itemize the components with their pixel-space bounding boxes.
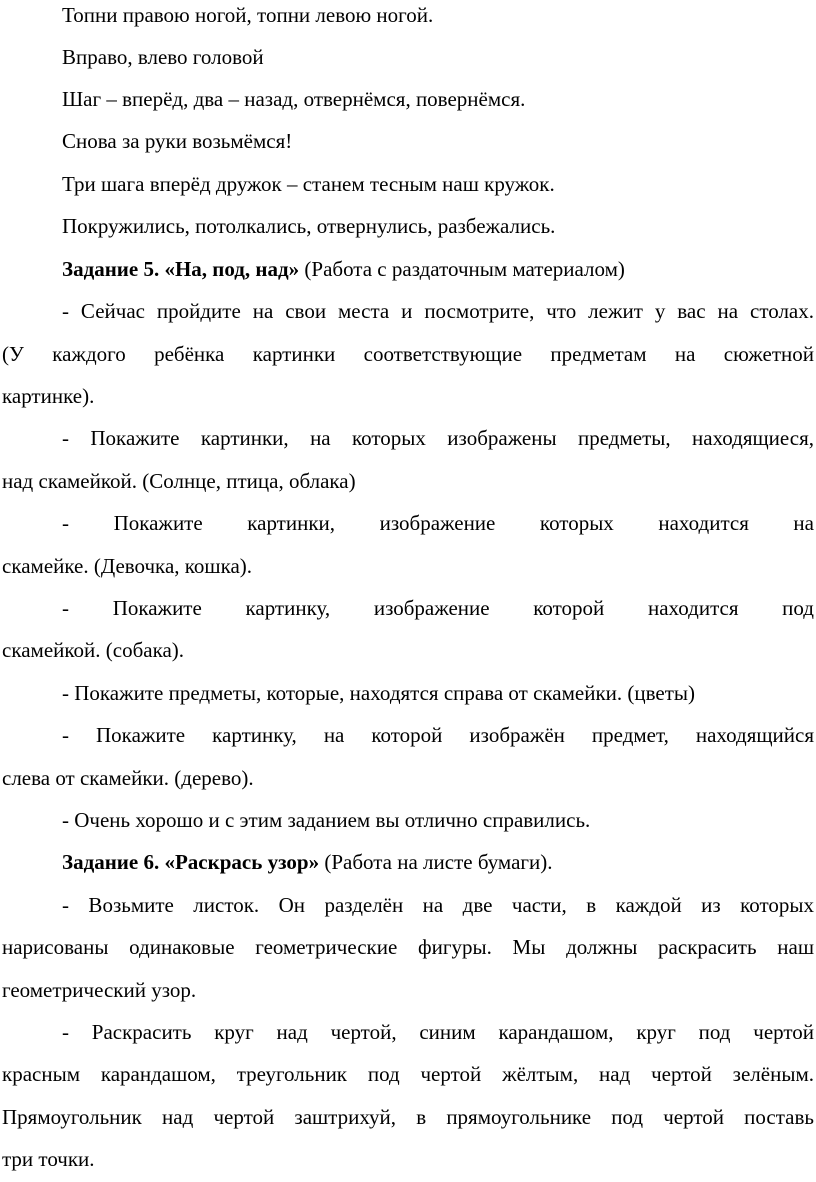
- poem-line: Топни правою ногой, топни левою ногой.: [62, 3, 434, 27]
- task-6-title: Задание 6. «Раскрась узор»: [62, 850, 320, 874]
- task-5-note: (Работа с раздаточным материалом): [299, 257, 625, 281]
- paragraph-line: скамейкой. (собака).: [2, 638, 185, 662]
- paragraph-line: - Покажите картинки, изображение которых находится на: [62, 511, 814, 535]
- paragraph-line: - Покажите картинки, на которых изображены предметы, находящиеся,: [62, 426, 814, 450]
- paragraph-line: - Возьмите листок. Он разделён на две части, в каждой из которых: [62, 893, 814, 917]
- paragraph-line: - Покажите картинку, изображение которой находится под: [62, 596, 814, 620]
- task-5-heading: [62, 254, 814, 284]
- paragraph-line: - Раскрасить круг над чертой, синим карандашом, круг под чертой: [62, 1020, 814, 1044]
- poem-line: Покружились, потолкались, отвернулись, разбежались.: [62, 214, 556, 238]
- paragraph-line: (У каждого ребёнка картинки соответствующие предметам на сюжетной: [2, 342, 814, 366]
- paragraph-line: над скамейкой. (Солнце, птица, облака): [2, 469, 356, 493]
- paragraph-line: картинке).: [2, 384, 95, 408]
- paragraph-line: слева от скамейки. (дерево).: [2, 766, 254, 790]
- paragraph-line: скамейке. (Девочка, кошка).: [2, 554, 253, 578]
- paragraph-line: - Покажите предметы, которые, находятся справа от скамейки. (цветы): [62, 681, 696, 705]
- paragraph-line: нарисованы одинаковые геометрические фигуры. Мы должны раскрасить наш: [2, 935, 814, 959]
- poem-line: Вправо, влево головой: [62, 45, 264, 69]
- poem-line: Три шага вперёд дружок – станем тесным наш кружок.: [62, 172, 555, 196]
- task-6-heading: [62, 847, 814, 877]
- task-6-note: (Работа на листе бумаги).: [319, 850, 553, 874]
- paragraph-line: - Покажите картинку, на которой изображён предмет, находящийся: [62, 723, 814, 747]
- task-5-title: Задание 5. «На, под, над»: [62, 257, 300, 281]
- paragraph-line: - Сейчас пройдите на свои места и посмотрите, что лежит у вас на столах.: [62, 299, 814, 323]
- paragraph-line: Прямоугольник над чертой заштрихуй, в прямоугольнике под чертой поставь: [2, 1105, 814, 1129]
- poem-line: Шаг – вперёд, два – назад, отвернёмся, повернёмся.: [62, 87, 526, 111]
- paragraph-line: - Очень хорошо и с этим заданием вы отлично справились.: [62, 808, 591, 832]
- paragraph-line: геометрический узор.: [2, 978, 197, 1002]
- paragraph-line: три точки.: [2, 1147, 95, 1171]
- poem-line: Снова за руки возьмёмся!: [62, 129, 293, 153]
- paragraph-line: красным карандашом, треугольник под чертой жёлтым, над чертой зелёным.: [2, 1062, 814, 1086]
